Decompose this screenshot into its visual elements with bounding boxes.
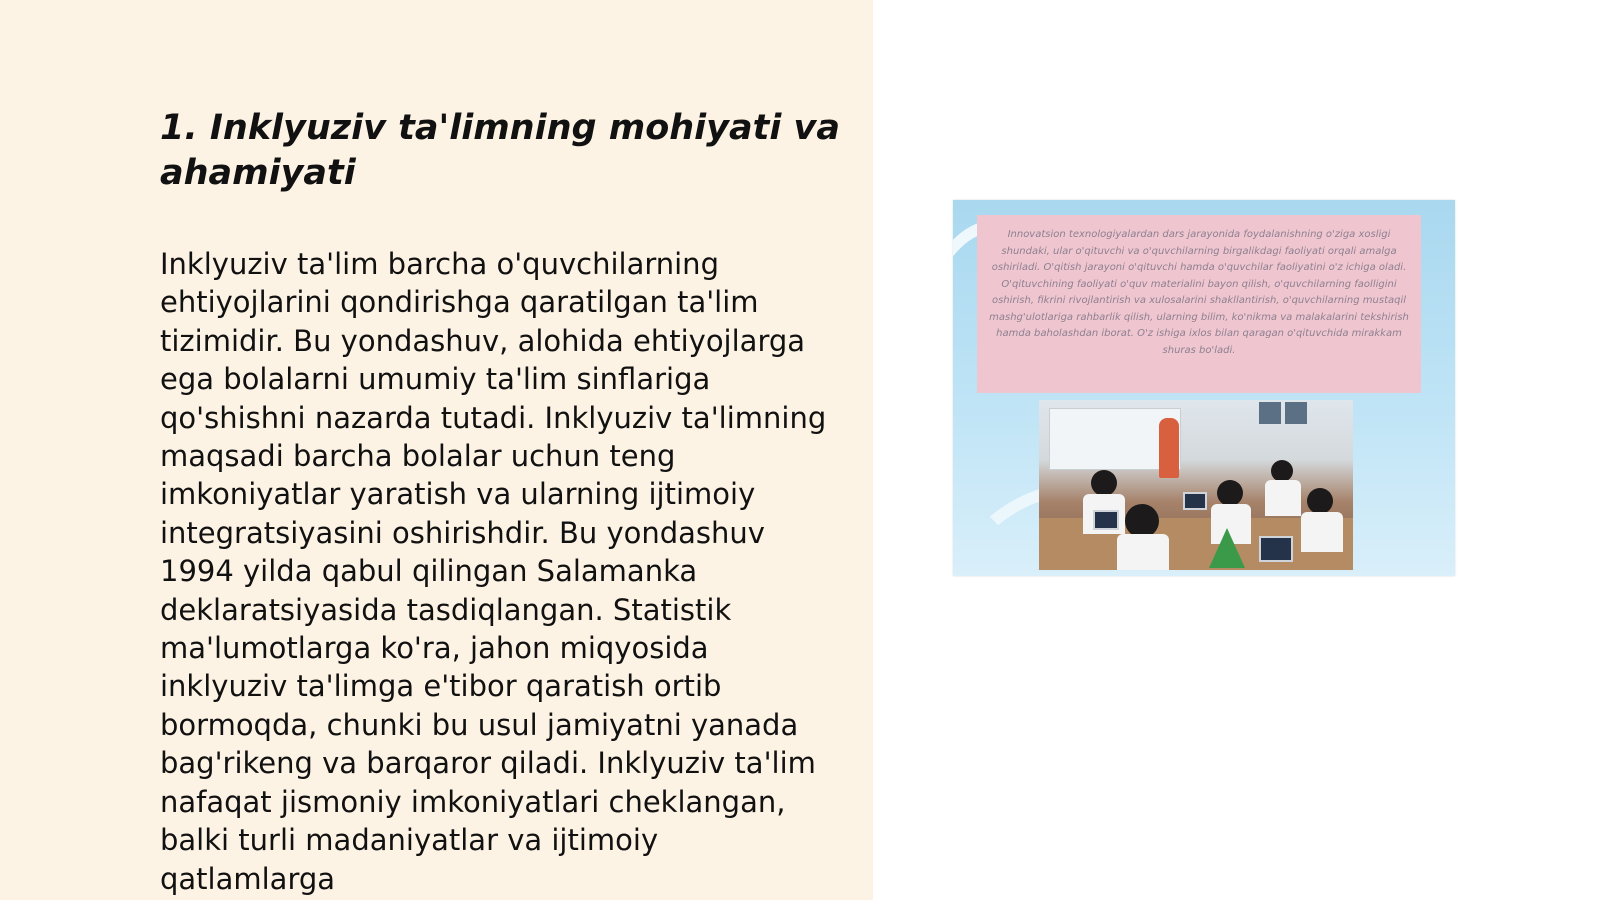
laptop xyxy=(1093,510,1119,530)
flag xyxy=(1209,528,1245,568)
slide-title: 1. Inklyuziv ta'limning mohiyati va ahamiyati xyxy=(160,108,840,193)
student-figure xyxy=(1117,534,1169,570)
student-figure xyxy=(1091,470,1117,496)
teacher-figure xyxy=(1159,418,1179,478)
classroom-photo xyxy=(1039,400,1353,570)
window xyxy=(1259,402,1281,424)
student-figure xyxy=(1307,488,1333,514)
laptop xyxy=(1183,492,1207,510)
student-figure xyxy=(1217,480,1243,506)
student-figure xyxy=(1125,504,1159,538)
picture-caption-box xyxy=(977,215,1421,393)
laptop xyxy=(1259,536,1293,562)
student-figure xyxy=(1301,512,1343,552)
student-figure xyxy=(1265,480,1301,516)
slide-body-text: Inklyuziv ta'lim barcha o'quvchilarning ehtiyojlarini qondirishga qaratilgan ta'lim tizimidir. Bu yondashuv, alohida ehtiyojlarga ega bolalarni umumiy ta'lim sinflariga qo'shishni nazarda tutadi. Inklyuziv ta'limning maqsadi barcha bolalar uchun teng imkoniyatlar yaratish va ularning ijtimoiy integratsiyasini oshirishdir. Bu yondashuv 1994 yilda qabul qilingan Salamanka deklaratsiyasida tasdiqlangan. Statistik ma'lumotlarga ko'ra, jahon miqyosida inklyuziv ta'limga e'tibor qaratish ortib bormoqda, chunki bu usul jamiyatni yanada bag'rikeng va barqaror qiladi. Inklyuziv ta'lim nafaqat jismoniy imkoniyatlari cheklangan, balki turli madaniyatlar va ijtimoiy qatlamlarga xyxy=(160,247,827,896)
picture-caption-text: Innovatsion texnologiyalardan dars jarayonida foydalanishning o'ziga xosligi shundaki, ular o'qituvchi va o'quvchilarning birgalikdagi faoliyati orqali amalga oshiriladi. O'qitish jarayoni o'qituvchi hamda o'quvchilar faoliyatini o'z ichiga oladi. O'qituvchining faoliyati o'quv materialini bayon qilish, o'quvchilarning faolligini oshirish, fikrini rivojlantirish va xulosalarini shakllantirish, o'quvchilarning mustaqil mashg'ulotlariga rahbarlik qilish, ularning bilim, ko'nikma va malakalarini tekshirish hamda baholashdan iborat. O'z ishiga ixlos bilan qaragan o'qituvchida mirakkam shuras bo'ladi. xyxy=(989,229,1409,356)
student-figure xyxy=(1271,460,1293,482)
classroom-picture xyxy=(953,200,1455,576)
